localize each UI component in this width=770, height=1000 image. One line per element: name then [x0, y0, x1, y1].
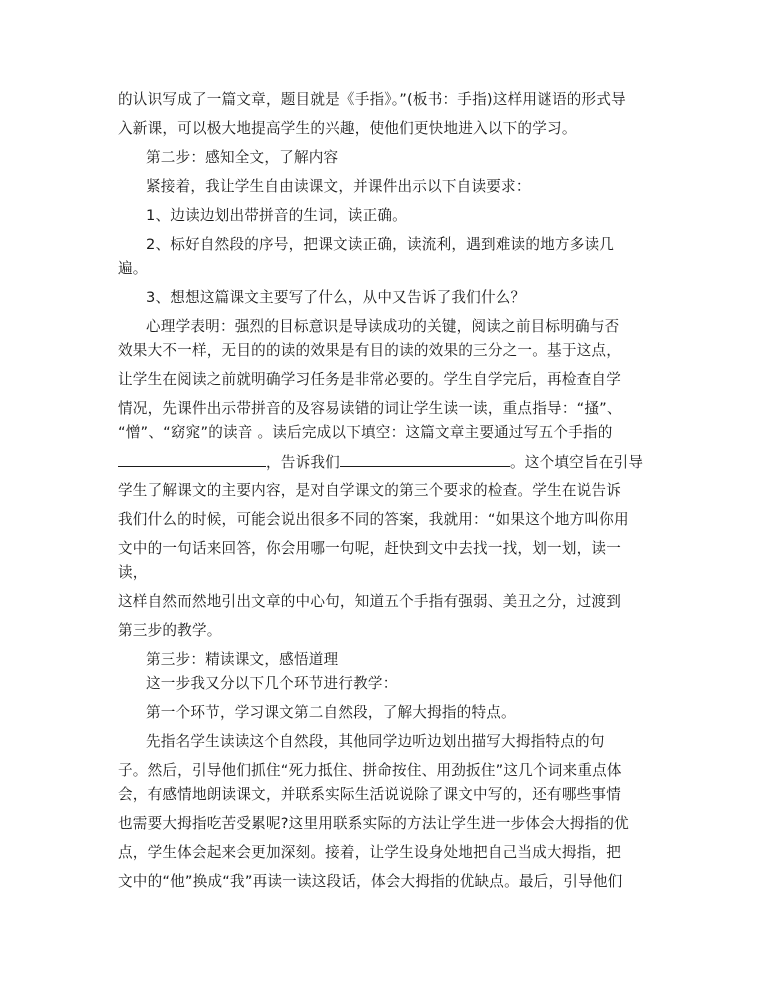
- paragraph-line: 文中的“他”换成“我”再读一读这段话，体会大拇指的优缺点。最后，引导他们: [118, 873, 623, 890]
- paragraph-line: 读，: [118, 564, 148, 581]
- paragraph-line: 学生了解课文的主要内容，是对自学课文的第三个要求的检查。学生在说告诉: [118, 482, 621, 499]
- fill-blank: [340, 452, 510, 467]
- paragraph-line: 让学生在阅读之前就明确学习任务是非常必要的。学生自学完后，再检查自学: [118, 371, 621, 388]
- paragraph-line: 第一个环节，学习课文第二自然段，了解大拇指的特点。: [146, 704, 516, 721]
- list-item: 1、边读边划出带拼音的生词，读正确。: [146, 207, 407, 224]
- paragraph-line: 第三步的教学。: [118, 622, 222, 639]
- paragraph-line: 文中的一句话来回答，你会用哪一句呢，赶快到文中去找一找，划一划，读一: [118, 540, 621, 557]
- paragraph-line: “憎”、“窈窕”的读音 。读后完成以下填空：这篇文章主要通过写五个手指的: [118, 424, 613, 441]
- fill-in-line: [118, 452, 643, 473]
- list-item: 2、标好自然段的序号，把课文读正确，读流利，遇到难读的地方多读几: [146, 236, 615, 253]
- paragraph-line: 这一步我又分以下几个环节进行教学：: [146, 675, 398, 692]
- paragraph-line: 的认识写成了一篇文章，题目就是《手指》。”(板书：手指)这样用谜语的形式导: [118, 91, 626, 108]
- list-item: 3、想想这篇课文主要写了什么，从中又告诉了我们什么？: [146, 289, 526, 306]
- paragraph-line: 情况，先课件出示带拼音的及容易读错的词让学生读一读，重点指导：“搔”、: [118, 400, 622, 417]
- paragraph-line: 子。然后，引导他们抓住“死力抵住、拼命按住、用劲扳住”这几个词来重点体: [118, 762, 622, 779]
- paragraph-line: 紧接着，我让学生自由读课文，并课件出示以下自读要求：: [146, 178, 531, 195]
- paragraph-line: 效果大不一样，无目的的读的效果是有目的读的效果的三分之一。基于这点，: [118, 342, 621, 359]
- paragraph-line: 会，有感情地朗读课文，并联系实际生活说说除了课文中写的，还有哪些事情: [118, 786, 621, 803]
- section-heading: 第二步：感知全文，了解内容: [146, 149, 339, 166]
- paragraph-line: 入新课，可以极大地提高学生的兴趣，使他们更快地进入以下的学习。: [118, 120, 577, 137]
- fill-blank: [118, 452, 266, 467]
- paragraph-line: 心理学表明：强烈的目标意识是导读成功的关键，阅读之前目标明确与否: [146, 318, 620, 335]
- paragraph-line: 我们什么的时候，可能会说出很多不同的答案，我就用：“如果这个地方叫你用: [118, 511, 629, 528]
- fill-text: ，告诉我们: [266, 454, 340, 471]
- paragraph-line: 先指名学生读读这个自然段，其他同学边听边划出描写大拇指特点的句: [146, 733, 605, 750]
- section-heading: 第三步：精读课文，感悟道理: [146, 651, 339, 668]
- paragraph-line: 也需要大拇指吃苦受累呢?这里用联系实际的方法让学生进一步体会大拇指的优: [118, 815, 629, 832]
- fill-text: 。这个填空旨在引导: [509, 454, 644, 471]
- paragraph-line: 这样自然而然地引出文章的中心句，知道五个手指有强弱、美丑之分，过渡到: [118, 593, 621, 610]
- paragraph-line: 点，学生体会起来会更加深刻。接着，让学生设身处地把自己当成大拇指，把: [118, 844, 621, 861]
- paragraph-line: 遍。: [118, 260, 148, 277]
